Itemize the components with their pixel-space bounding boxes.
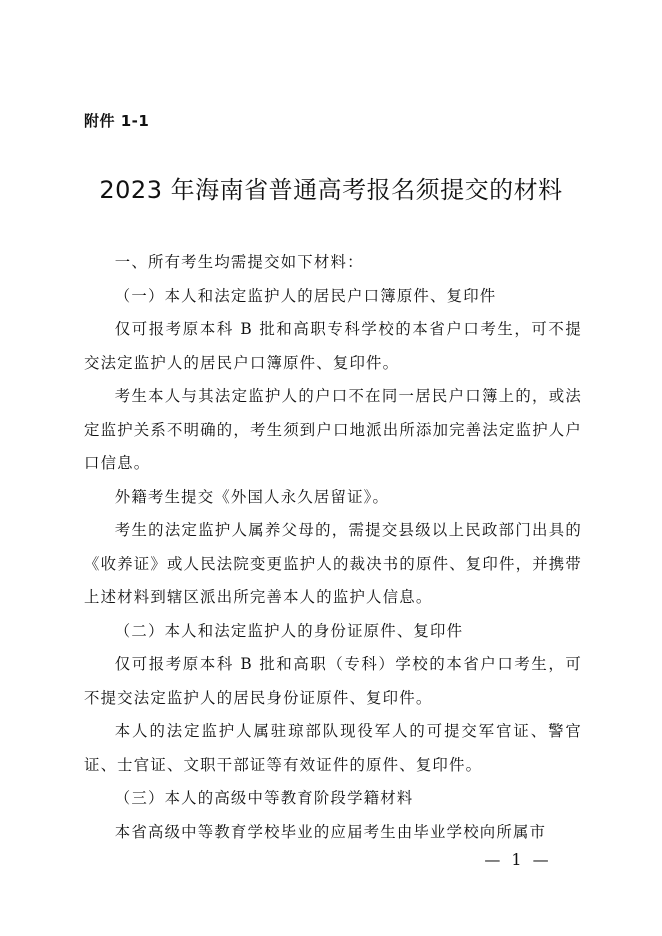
paragraph-household-different: 考生本人与其法定监护人的户口不在同一居民户口簿上的，或法定监护关系不明确的，考生须到户口地派出所添加完善法定监护人户口信息。	[84, 387, 582, 472]
page-number: — 1 —	[484, 850, 552, 869]
attachment-label: 附件 1-1	[84, 112, 150, 130]
paragraph-foreign-candidates: 外籍考生提交《外国人永久居留证》。	[114, 487, 390, 506]
section-heading-all-candidates: 一、所有考生均需提交如下材料：	[114, 253, 364, 271]
subsection-heading-id-card: （二）本人和法定监护人的身份证原件、复印件	[114, 621, 464, 640]
paragraph-military-guardian: 本人的法定监护人属驻琼部队现役军人的可提交军官证、警官证、士官证、文职干部证等有效证件的原件、复印件。	[84, 722, 582, 774]
paragraph-id-exemption: 仅可报考原本科 B 批和高职（专科）学校的本省户口考生，可不提交法定监护人的居民身份证原件、复印件。	[84, 655, 582, 707]
paragraph-local-graduates: 本省高级中等教育学校毕业的应届考生由毕业学校向所属市	[114, 822, 547, 841]
document-body	[84, 246, 582, 849]
subsection-heading-household-register: （一）本人和法定监护人的居民户口簿原件、复印件	[114, 286, 497, 305]
subsection-heading-student-records: （三）本人的高级中等教育阶段学籍材料	[114, 789, 414, 807]
paragraph-adoptive-parents: 考生的法定监护人属养父母的，需提交县级以上民政部门出具的《收养证》或人民法院变更监护人的裁决书的原件、复印件，并携带上述材料到辖区派出所完善本人的监护人信息。	[84, 521, 582, 606]
paragraph-household-exemption: 仅可报考原本科 B 批和高职专科学校的本省户口考生，可不提交法定监护人的居民户口簿原件、复印件。	[84, 320, 582, 372]
document-title: 2023 年海南省普通高考报名须提交的材料	[99, 176, 563, 204]
